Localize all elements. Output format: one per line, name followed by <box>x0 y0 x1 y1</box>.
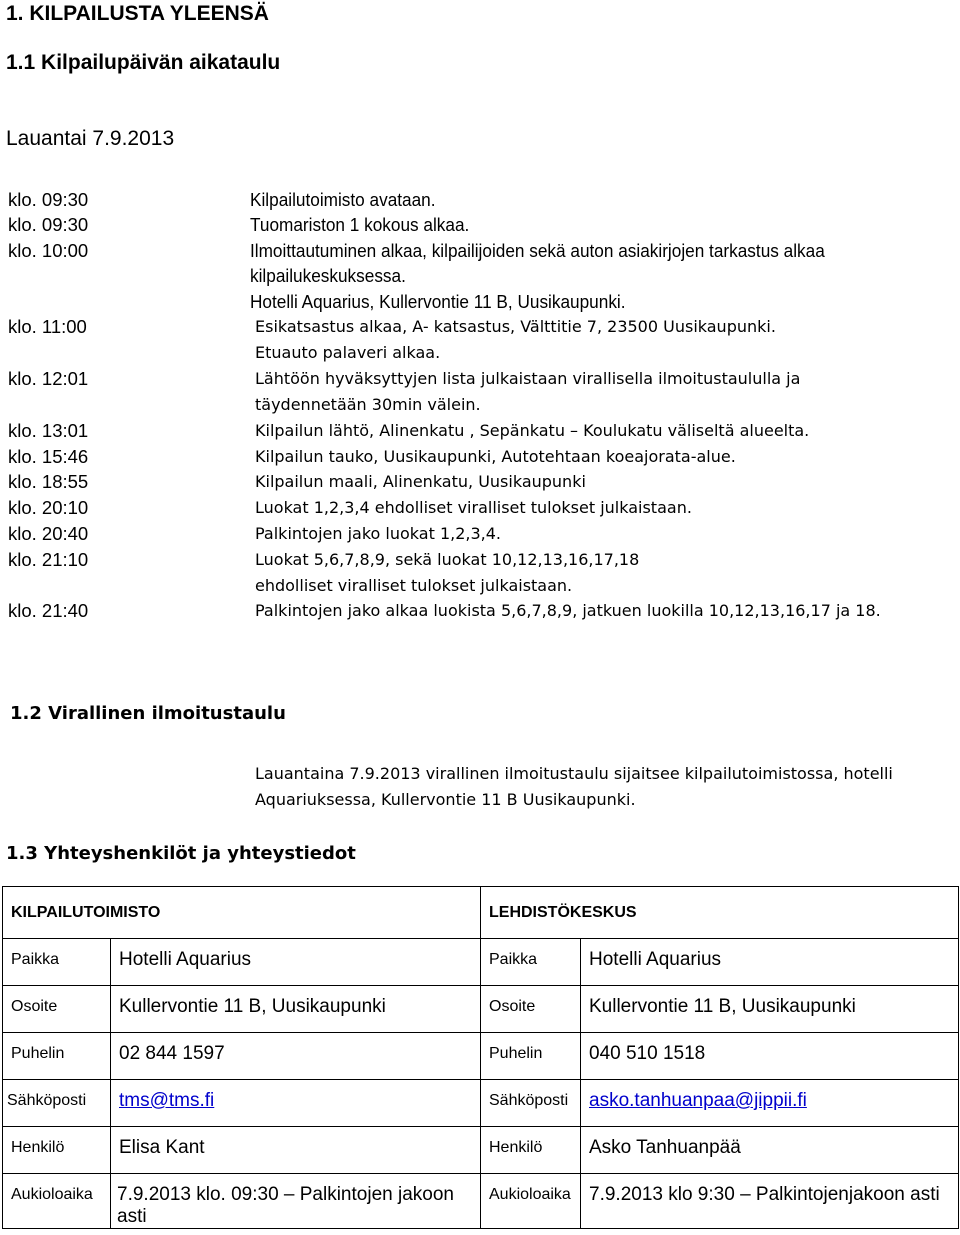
schedule-event: Luokat 1,2,3,4 ehdolliset viralliset tulokset julkaistaan. <box>255 498 692 517</box>
row-label: Sähköposti <box>489 1092 569 1109</box>
schedule-event: Kilpailun tauko, Uusikaupunki, Autotehtaan koeajorata-alue. <box>255 447 736 466</box>
row-label: Paikka <box>11 951 60 968</box>
contacts-table <box>2 886 959 1229</box>
row-label: Sähköposti <box>7 1092 87 1109</box>
row-label: Aukioloaika <box>11 1186 93 1203</box>
person-value: Asko Tanhuanpää <box>589 1137 741 1158</box>
schedule-event: Kilpailutoimisto avataan. <box>250 189 436 210</box>
table-row <box>3 939 959 986</box>
schedule-time: klo. 20:40 <box>8 523 89 544</box>
table-row <box>3 986 959 1033</box>
section-1-1-title: 1.1 Kilpailupäivän aikataulu <box>6 51 281 74</box>
schedule-date: Lauantai 7.9.2013 <box>6 127 175 150</box>
row-label: Puhelin <box>11 1045 65 1062</box>
row-label: Osoite <box>489 998 536 1015</box>
row-label: Paikka <box>489 951 538 968</box>
schedule-time: klo. 20:10 <box>8 497 89 518</box>
schedule-time: klo. 09:30 <box>8 189 89 210</box>
row-label: Henkilö <box>11 1139 65 1156</box>
schedule-event: kilpailukeskuksessa. <box>250 265 406 286</box>
row-value: Kullervontie 11 B, Uusikaupunki <box>119 996 386 1017</box>
schedule-event: Ilmoittautuminen alkaa, kilpailijoiden sekä auton asiakirjojen tarkastus alkaa <box>250 240 825 261</box>
table-row <box>3 887 959 939</box>
phone-value: 02 844 1597 <box>119 1043 225 1064</box>
phone-value: 040 510 1518 <box>589 1043 706 1064</box>
row-label: Henkilö <box>489 1139 543 1156</box>
schedule-time: klo. 18:55 <box>8 471 89 492</box>
row-value: Kullervontie 11 B, Uusikaupunki <box>589 996 856 1017</box>
schedule-time: klo. 09:30 <box>8 214 89 235</box>
table-row <box>3 1127 959 1174</box>
opening-hours-value: 7.9.2013 klo 9:30 – Palkintojenjakoon asti <box>589 1184 940 1205</box>
schedule-time: klo. 21:40 <box>8 600 89 621</box>
section-1-2-title: 1.2 Virallinen ilmoitustaulu <box>10 703 286 724</box>
schedule-event: ehdolliset viralliset tulokset julkaistaan. <box>255 576 573 595</box>
row-value: Hotelli Aquarius <box>119 949 252 970</box>
header-kilpailutoimisto <box>3 887 481 939</box>
person-value: Elisa Kant <box>119 1137 205 1158</box>
email-link[interactable]: tms@tms.fi <box>119 1090 215 1111</box>
schedule-event: Esikatsastus alkaa, A- katsastus, Välttitie 7, 23500 Uusikaupunki. <box>255 317 776 336</box>
schedule-time: klo. 12:01 <box>8 368 89 389</box>
row-value: Hotelli Aquarius <box>589 949 722 970</box>
schedule-event: Kilpailun lähtö, Alinenkatu , Sepänkatu – Koulukatu väliseltä alueelta. <box>255 421 810 440</box>
schedule-time: klo. 11:00 <box>8 316 87 337</box>
section-1-3-title: 1.3 Yhteyshenkilöt ja yhteystiedot <box>6 843 356 864</box>
header-lehdistokeskus <box>481 887 959 939</box>
schedule-time: klo. 10:00 <box>8 240 89 261</box>
row-label: Puhelin <box>489 1045 543 1062</box>
row-label: Aukioloaika <box>489 1186 571 1203</box>
schedule-event: Lähtöön hyväksyttyjen lista julkaistaan virallisella ilmoitustaululla ja <box>255 369 801 388</box>
schedule-time: klo. 15:46 <box>8 446 89 467</box>
table-row <box>3 1080 959 1127</box>
opening-hours-value: 7.9.2013 klo. 09:30 – Palkintojen jakoon asti <box>117 1184 454 1227</box>
row-label: Osoite <box>11 998 58 1015</box>
table-row <box>3 1033 959 1080</box>
schedule-event: Hotelli Aquarius, Kullervontie 11 B, Uusikaupunki. <box>250 291 626 312</box>
header-label: KILPAILUTOIMISTO <box>11 904 161 921</box>
schedule-event: Palkintojen jako alkaa luokista 5,6,7,8,9, jatkuen luokilla 10,12,13,16,17 ja 18. <box>255 601 881 620</box>
schedule-event: Tuomariston 1 kokous alkaa. <box>250 214 470 235</box>
section-1-title: 1. KILPAILUSTA YLEENSÄ <box>6 2 269 25</box>
schedule-event: Etuauto palaveri alkaa. <box>255 343 441 362</box>
schedule-event: Luokat 5,6,7,8,9, sekä luokat 10,12,13,16,17,18 <box>255 550 640 569</box>
schedule-event: Kilpailun maali, Alinenkatu, Uusikaupunki <box>255 472 586 491</box>
schedule-time: klo. 13:01 <box>8 420 89 441</box>
header-label: LEHDISTÖKESKUS <box>489 904 637 921</box>
schedule-time: klo. 21:10 <box>8 549 89 570</box>
schedule-event: Palkintojen jako luokat 1,2,3,4. <box>255 524 502 543</box>
table-row <box>3 1174 959 1229</box>
schedule-event: täydennetään 30min välein. <box>255 395 481 414</box>
noticeboard-text-line: Lauantaina 7.9.2013 virallinen ilmoitustaulu sijaitsee kilpailutoimistossa, hotelli <box>255 764 893 783</box>
noticeboard-text-line: Aquariuksessa, Kullervontie 11 B Uusikaupunki. <box>255 790 636 809</box>
email-link[interactable]: asko.tanhuanpaa@jippii.fi <box>589 1090 807 1111</box>
